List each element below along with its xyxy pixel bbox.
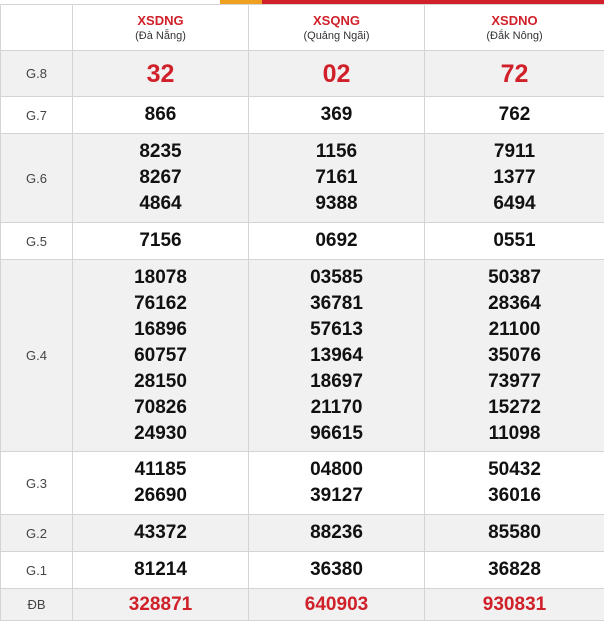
- province-code[interactable]: XSDNO: [491, 12, 538, 28]
- result-number: 328871: [128, 593, 193, 615]
- prize-result-cell: [73, 589, 249, 621]
- prize-result-cell: [73, 515, 249, 552]
- prize-row: [1, 260, 604, 452]
- prize-row: [1, 452, 604, 515]
- result-number: 930831: [482, 593, 547, 615]
- province-code[interactable]: XSDNG: [137, 12, 184, 28]
- result-number: 762: [498, 104, 531, 125]
- result-number: 96615: [310, 422, 363, 444]
- result-number: 21100: [488, 318, 541, 340]
- province-name: (Đắk Nông): [486, 29, 543, 42]
- result-number: 4864: [139, 193, 182, 214]
- result-number: 41185: [134, 459, 187, 480]
- province-name: (Quảng Ngãi): [303, 29, 370, 42]
- result-number: 35076: [488, 344, 541, 366]
- province-header[interactable]: [249, 5, 425, 51]
- result-number: 60757: [134, 344, 187, 366]
- result-number: 36828: [488, 559, 541, 580]
- result-number: 81214: [134, 559, 187, 580]
- prize-row: [1, 97, 604, 134]
- prize-label: G.5: [1, 223, 73, 260]
- province-header[interactable]: [425, 5, 604, 51]
- result-number: 39127: [310, 485, 363, 506]
- prize-result-cell: [425, 452, 604, 515]
- lottery-results-table: [0, 4, 604, 621]
- province-code[interactable]: XSQNG: [313, 12, 360, 28]
- result-number: 57613: [310, 318, 363, 340]
- corner-cell: [1, 5, 73, 51]
- result-number: 32: [146, 59, 175, 88]
- prize-result-cell: [425, 589, 604, 621]
- prize-label: ĐB: [1, 589, 73, 621]
- prize-result-cell: [73, 260, 249, 452]
- result-number: 11098: [488, 422, 541, 444]
- result-number: 73977: [488, 370, 541, 392]
- prize-result-cell: [249, 589, 425, 621]
- prize-result-cell: [249, 552, 425, 589]
- result-number: 72: [500, 59, 529, 88]
- result-number: 13964: [310, 344, 363, 366]
- result-number: 85580: [488, 522, 541, 543]
- result-number: 7161: [315, 167, 358, 188]
- prize-label: G.3: [1, 452, 73, 515]
- prize-result-cell: [249, 260, 425, 452]
- result-number: 866: [144, 104, 177, 125]
- result-number: 36781: [310, 292, 363, 314]
- prize-result-cell: [249, 97, 425, 134]
- result-number: 16896: [134, 318, 187, 340]
- prize-row: [1, 589, 604, 621]
- prize-result-cell: [249, 223, 425, 260]
- prize-rows: [1, 51, 604, 621]
- result-number: 21170: [310, 396, 363, 418]
- result-number: 7911: [493, 141, 536, 162]
- result-number: 6494: [493, 193, 536, 214]
- result-number: 369: [320, 104, 353, 125]
- result-number: 8235: [139, 141, 182, 162]
- prize-row: [1, 223, 604, 260]
- result-number: 36016: [488, 485, 541, 506]
- prize-result-cell: [249, 515, 425, 552]
- prize-row: [1, 552, 604, 589]
- result-number: 70826: [134, 396, 187, 418]
- result-number: 0692: [315, 230, 358, 251]
- prize-result-cell: [73, 452, 249, 515]
- result-number: 28364: [488, 292, 541, 314]
- prize-result-cell: [73, 134, 249, 223]
- prize-label: G.7: [1, 97, 73, 134]
- result-number: 640903: [304, 593, 369, 615]
- result-number: 26690: [134, 485, 187, 506]
- prize-result-cell: [249, 51, 425, 97]
- province-header[interactable]: [73, 5, 249, 51]
- result-number: 8267: [139, 167, 182, 188]
- prize-result-cell: [425, 260, 604, 452]
- prize-row: [1, 51, 604, 97]
- result-number: 1156: [315, 141, 358, 162]
- result-number: 7156: [139, 230, 182, 251]
- prize-result-cell: [249, 452, 425, 515]
- result-number: 1377: [493, 167, 536, 188]
- prize-result-cell: [73, 552, 249, 589]
- prize-result-cell: [73, 223, 249, 260]
- result-number: 18078: [134, 266, 187, 288]
- result-number: 0551: [493, 230, 536, 251]
- result-number: 02: [322, 59, 351, 88]
- prize-label: G.8: [1, 51, 73, 97]
- prize-label: G.2: [1, 515, 73, 552]
- result-number: 18697: [310, 370, 363, 392]
- prize-result-cell: [425, 134, 604, 223]
- prize-result-cell: [73, 51, 249, 97]
- prize-result-cell: [425, 97, 604, 134]
- result-number: 28150: [134, 370, 187, 392]
- prize-row: [1, 515, 604, 552]
- prize-row: [1, 134, 604, 223]
- result-number: 03585: [310, 266, 363, 288]
- prize-result-cell: [425, 515, 604, 552]
- prize-result-cell: [425, 51, 604, 97]
- prize-result-cell: [73, 97, 249, 134]
- prize-label: G.6: [1, 134, 73, 223]
- prize-result-cell: [249, 134, 425, 223]
- prize-result-cell: [425, 552, 604, 589]
- result-number: 24930: [134, 422, 187, 444]
- result-number: 43372: [134, 522, 187, 543]
- result-number: 15272: [488, 396, 541, 418]
- result-number: 76162: [134, 292, 187, 314]
- prize-label: G.1: [1, 552, 73, 589]
- province-header-row: [1, 5, 604, 51]
- result-number: 50432: [488, 459, 541, 480]
- result-number: 88236: [310, 522, 363, 543]
- result-number: 50387: [488, 266, 541, 288]
- result-number: 36380: [310, 559, 363, 580]
- province-name: (Đà Nẵng): [135, 29, 186, 42]
- result-number: 9388: [315, 193, 358, 214]
- prize-label: G.4: [1, 260, 73, 452]
- prize-result-cell: [425, 223, 604, 260]
- result-number: 04800: [310, 459, 363, 480]
